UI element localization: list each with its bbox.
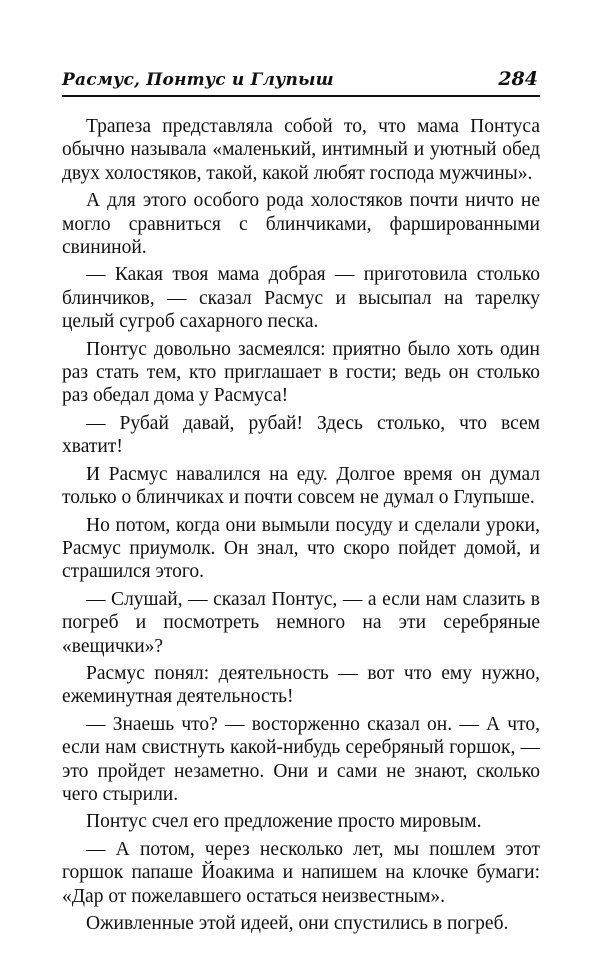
page-number: 284: [498, 68, 538, 90]
paragraph: Трапеза представляла собой то, что мама Понтуса обычно называла «маленький, интимный и уютный обед двух холостяков, такой, какой любят господа мужчины».: [62, 116, 540, 184]
paragraph: — Слушай, — сказал Понтус, — а если нам слазить в погреб и посмотреть немного на эти серебряные «вещички»?: [62, 588, 540, 657]
paragraph: Понтус довольно засмеялся: приятно было хоть один раз стать тем, кто приглашает в гости; ведь он столько раз обедал дома у Расмуса!: [62, 338, 540, 407]
paragraph: Понтус счел его предложение просто мировым.: [86, 811, 482, 833]
paragraph: А для этого особого рода холостяков почти ничто не могло сравниться с блинчиками, фаршированными свининой.: [62, 190, 540, 259]
header-rule: [62, 95, 540, 97]
paragraph: — Какая твоя мама добрая — приготовила столько блинчиков, — сказал Расмус и высыпал на тарелку целый сугроб сахарного песка.: [62, 264, 540, 333]
paragraph: Оживленные этой идеей, они спустились в погреб.: [86, 913, 509, 934]
paragraph: — А потом, через несколько лет, мы пошлем этот горшок папаше Йоакима и напишем на клочке бумаги: «Дар от пожелавшего остаться неизвестным».: [62, 838, 540, 907]
paragraph: — Рубай давай, рубай! Здесь столько, что всем хватит!: [62, 412, 540, 458]
paragraph: — Знаешь что? — восторженно сказал он. — А что, если нам свистнуть какой-нибудь серебряный горшок, — это пройдет незаметно. Они и сами не знают, сколько чего стырили.: [62, 713, 540, 805]
body-text: [62, 115, 540, 939]
running-title: Расмус, Понтус и Глупыш: [62, 70, 334, 90]
paragraph: И Расмус навалился на еду. Долгое время он думал только о блинчиках и почти совсем не думал о Глупыше.: [62, 463, 540, 509]
page-header: [62, 68, 540, 98]
paragraph: Расмус понял: деятельность — вот что ему нужно, ежеминутная деятельность!: [62, 662, 540, 708]
paragraph: Но потом, когда они вымыли посуду и сделали уроки, Расмус приумолк. Он знал, что скоро пойдет домой, и страшился этого.: [62, 514, 540, 583]
